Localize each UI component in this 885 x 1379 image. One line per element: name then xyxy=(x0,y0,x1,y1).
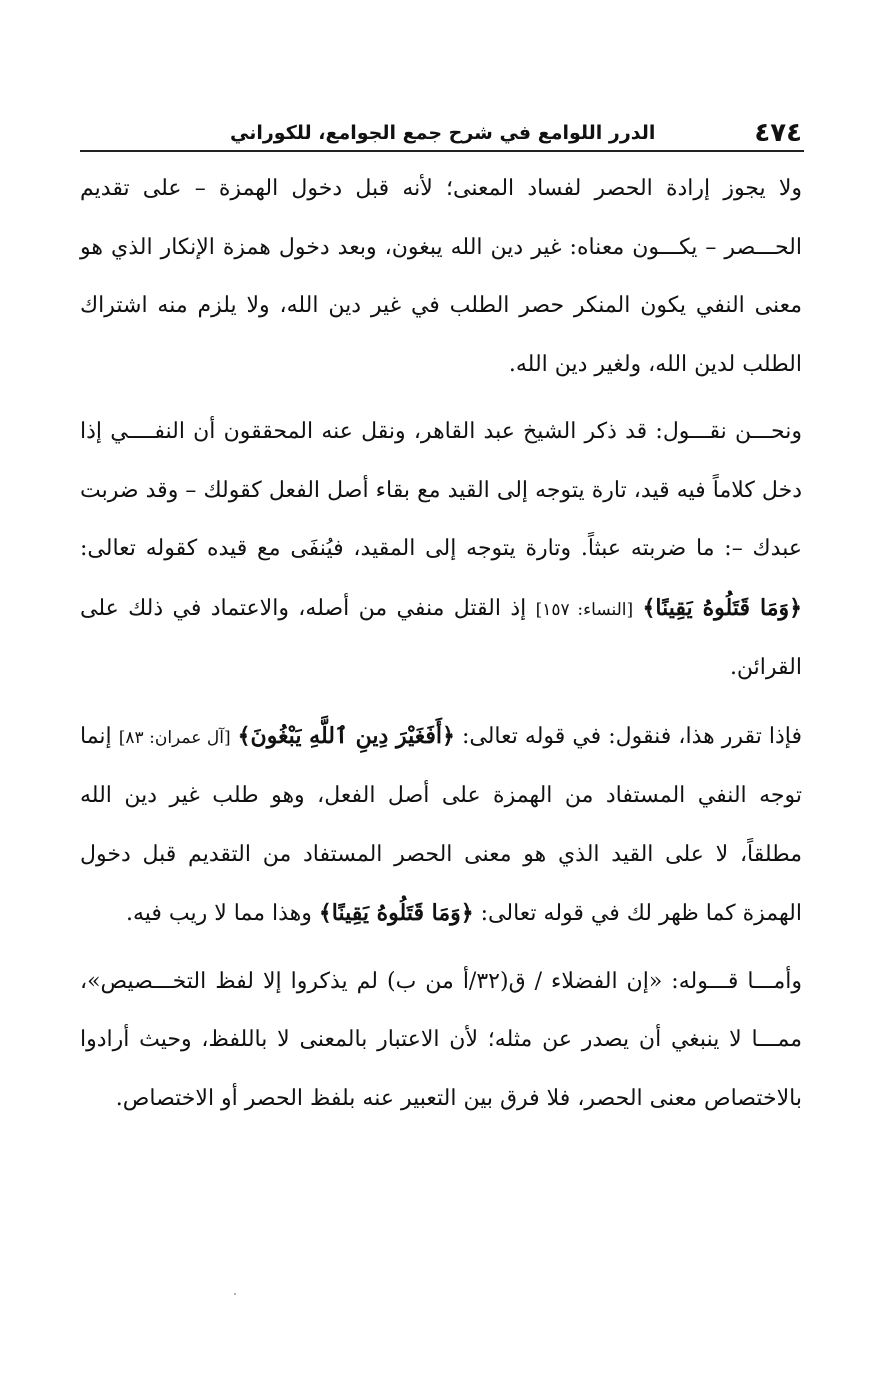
running-title: الدرر اللوامع في شرح جمع الجوامع، للكوراني xyxy=(230,122,656,144)
paragraph-text: وأمـــا قـــوله: «إن الفضلاء / ق(٣٢/أ من ب) لم يذكروا إلا لفظ التخـــصيص»، ممـــا لا ينبغي أن يصدر عن مثله؛ لأن الاعتبار بالمعنى لا باللفظ، وحيث أرادوا بالاختصاص معنى الحصر، فلا فرق بين التعبير عنه بلفظ الحصر أو الاختصاص. xyxy=(80,968,802,1111)
quran-verse: ﴿وَمَا قَتَلُوهُ يَقِينًا﴾ xyxy=(318,900,474,926)
quran-verse: ﴿وَمَا قَتَلُوهُ يَقِينًا﴾ xyxy=(642,594,803,621)
page-header xyxy=(82,108,802,148)
scan-speck xyxy=(234,1293,236,1295)
paragraph-text: ولا يجوز إرادة الحصر لفساد المعنى؛ لأنه قبل دخول الهمزة – على تقديم الحـــصر – يكـــون معناه: غير دين الله يبغون، وبعد دخول همزة الإنكار الذي هو معنى النفي يكون المنكر حصر الطلب في غير دين الله، ولا يلزم منه اشتراك الطلب لدين الله، ولغير دين الله. xyxy=(80,176,802,377)
quran-verse: ﴿أَفَغَيْرَ دِينِ ٱللَّهِ يَبْغُونَ﴾ xyxy=(237,722,455,749)
paragraph xyxy=(80,953,802,1129)
paragraph-text: ونحـــن نقـــول: قد ذكر الشيخ عبد القاهر، ونقل عنه المحققون أن النفــــي إذا دخل كلاماً فيه قيد، تارة يتوجه إلى القيد مع بقاء أصل الفعل كقولك – وقد ضربت عبدك –: ما ضربته عبثاً. وتارة يتوجه إلى المقيد، فيُنفَى مع قيده كقوله تعالى: xyxy=(80,419,802,561)
paragraph-text: فإذا تقرر هذا، فنقول: في قوله تعالى: xyxy=(454,723,803,749)
paragraph xyxy=(80,160,802,394)
page-number: ٤٧٤ xyxy=(754,118,802,148)
paragraph-text: وهذا مما لا ريب فيه. xyxy=(125,901,319,926)
verse-reference: [النساء: ١٥٧] xyxy=(535,599,634,620)
verse-reference: [آل عمران: ٨٣] xyxy=(118,727,231,748)
paragraph-text: إذ القتل منفي من أصله، والاعتماد في ذلك على القرائن. xyxy=(80,595,802,680)
paragraph xyxy=(80,403,802,698)
body-text xyxy=(80,160,802,1128)
paragraph xyxy=(80,707,802,944)
paragraph-text: إنما توجه النفي المستفاد من الهمزة على أصل الفعل، وهو طلب غير دين الله مطلقاً، لا على القيد الذي هو معنى الحصر المستفاد من التقديم قبل دخول الهمزة كما ظهر لك في قوله تعالى: xyxy=(80,723,802,926)
header-divider xyxy=(80,150,804,152)
